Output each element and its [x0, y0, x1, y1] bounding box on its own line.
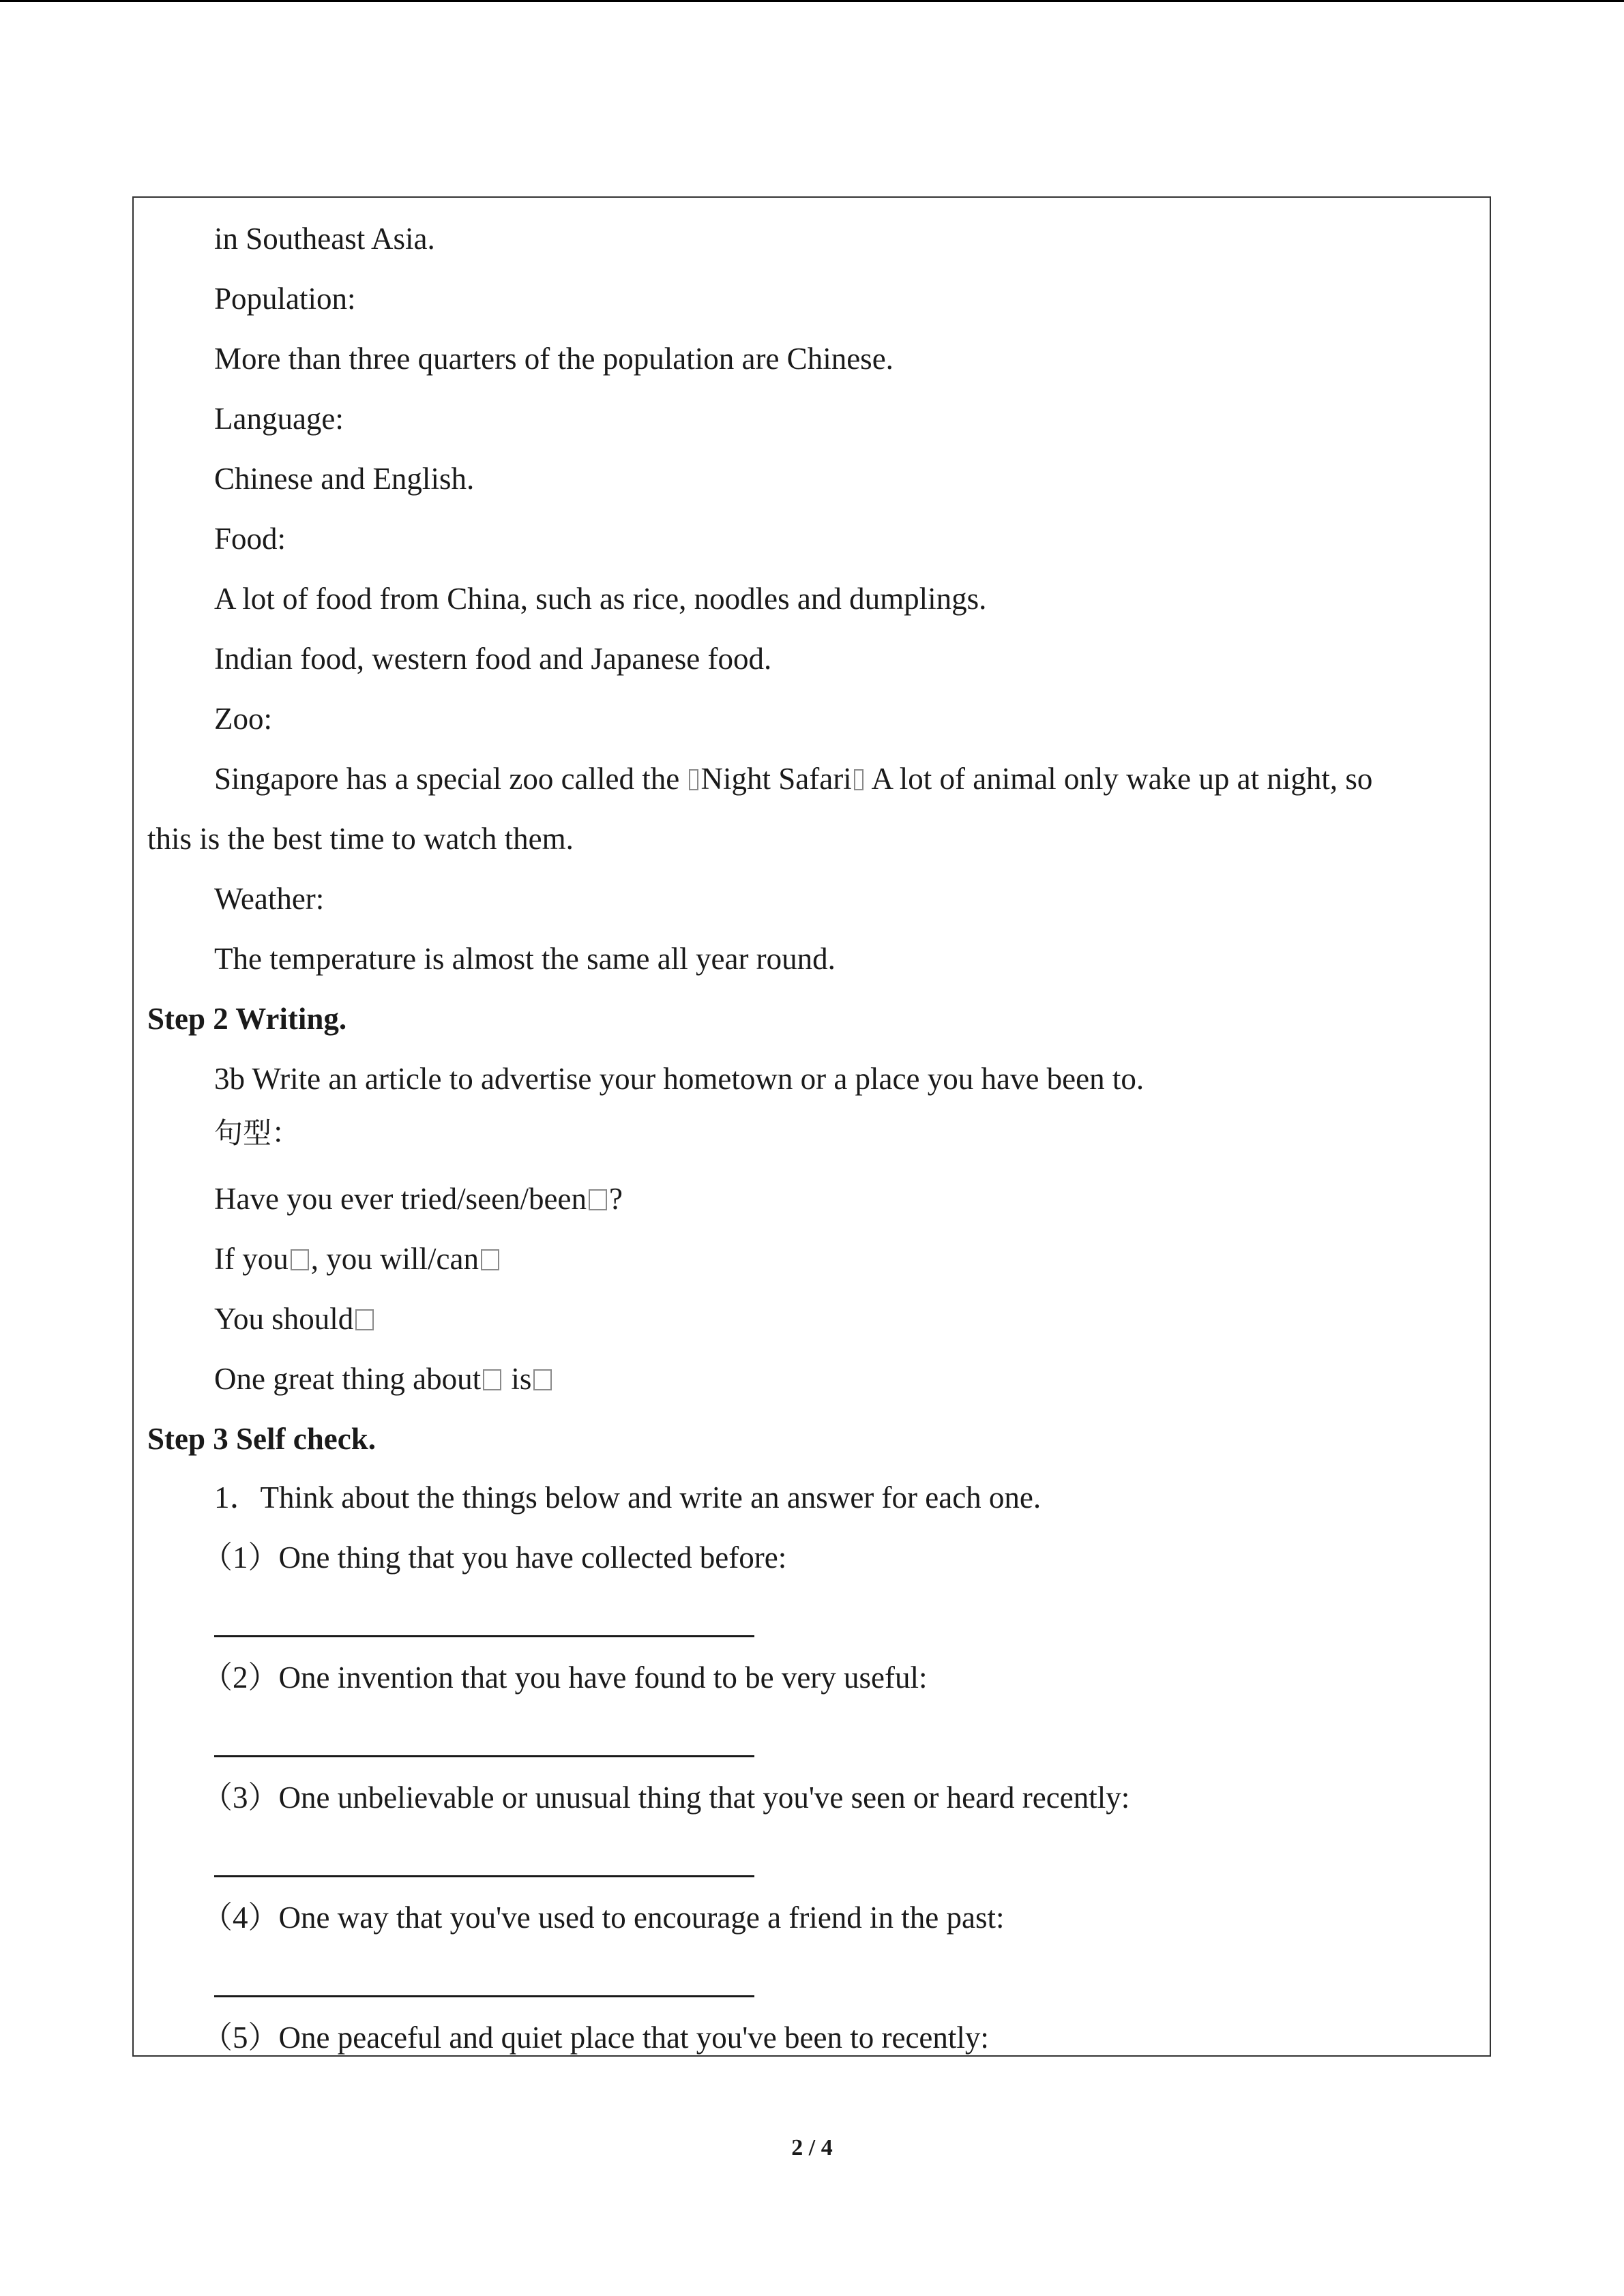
text-line: A lot of food from China, such as rice, noodles and dumplings.	[214, 582, 987, 616]
text-segment: Night Safari	[700, 762, 852, 796]
writing-task: 3b Write an article to advertise your hometown or a place you have been to.	[214, 1062, 1145, 1096]
sentence-pattern-2	[214, 1238, 501, 1279]
top-border-rule	[0, 0, 1624, 2]
missing-glyph-box	[854, 769, 863, 790]
text-line: Indian food, western food and Japanese food.	[214, 642, 772, 676]
text-segment: A lot of animal only wake up at night, so	[865, 762, 1373, 796]
text-line: Chinese and English.	[214, 462, 475, 496]
step-2-heading: Step 2 Writing.	[147, 1002, 347, 1036]
missing-glyph-box	[689, 769, 698, 790]
section-label-weather: Weather:	[214, 882, 325, 916]
text-segment: One great thing about	[214, 1362, 482, 1396]
text-line: in Southeast Asia.	[214, 222, 435, 256]
section-label-food: Food:	[214, 522, 286, 556]
lesson-content-box	[132, 196, 1491, 2057]
text-segment: If you	[214, 1242, 289, 1276]
text-segment: Have you ever tried/seen/been	[214, 1182, 587, 1216]
answer-line-3[interactable]	[214, 1875, 754, 1877]
step-3-heading: Step 3 Self check.	[147, 1422, 376, 1456]
text-line: this is the best time to watch them.	[147, 822, 574, 856]
section-label-population: Population:	[214, 282, 356, 316]
self-check-intro: 1．Think about the things below and write an answer for each one.	[214, 1480, 1042, 1515]
missing-glyph-box	[483, 1369, 501, 1390]
question-1: （1）One thing that you have collected before:	[202, 1540, 787, 1575]
answer-line-4[interactable]	[214, 1995, 754, 1997]
missing-glyph-box	[291, 1249, 309, 1270]
sentence-pattern-4	[214, 1358, 554, 1399]
sentence-pattern-1	[214, 1178, 623, 1219]
text-line: The temperature is almost the same all year round.	[214, 942, 836, 976]
text-segment: ?	[609, 1182, 623, 1216]
section-label-zoo: Zoo:	[214, 702, 272, 736]
text-line-zoo	[214, 758, 1372, 799]
text-line: More than three quarters of the population are Chinese.	[214, 342, 894, 376]
missing-glyph-box	[355, 1309, 374, 1330]
answer-line-1[interactable]	[214, 1635, 754, 1637]
answer-line-2[interactable]	[214, 1755, 754, 1757]
text-segment: , you will/can	[310, 1242, 479, 1276]
section-label-language: Language:	[214, 402, 344, 436]
question-5: （5）One peaceful and quiet place that you've been to recently:	[202, 2021, 989, 2055]
question-3: （3）One unbelievable or unusual thing that you've seen or heard recently:	[202, 1780, 1130, 1815]
text-segment: You should	[214, 1302, 354, 1336]
question-4: （4）One way that you've used to encourage a friend in the past:	[202, 1900, 1005, 1935]
text-segment: is	[503, 1362, 532, 1396]
missing-glyph-box	[533, 1369, 552, 1390]
patterns-label: 句型：	[214, 1116, 301, 1150]
page-number: 2 / 4	[791, 2135, 833, 2160]
text-segment: Singapore has a special zoo called the	[214, 762, 688, 796]
missing-glyph-box	[589, 1189, 607, 1210]
sentence-pattern-3	[214, 1298, 376, 1339]
missing-glyph-box	[481, 1249, 499, 1270]
question-2: （2）One invention that you have found to be very useful:	[202, 1660, 928, 1695]
